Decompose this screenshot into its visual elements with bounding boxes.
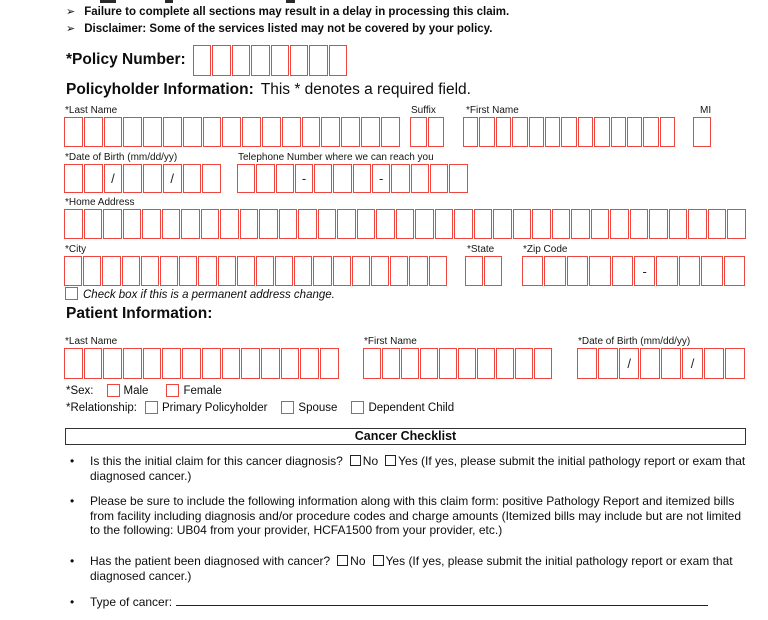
ph-mi-box[interactable] [693, 117, 712, 147]
ph-suffix-label: Suffix [411, 105, 436, 116]
printed-separator-cell: / [104, 164, 123, 193]
bullet-icon: • [70, 554, 75, 568]
char-input-cell[interactable] [143, 164, 162, 193]
printed-separator-cell: - [372, 164, 390, 193]
ph-state-boxes[interactable] [465, 256, 503, 286]
permanent-address-checkbox[interactable] [65, 287, 78, 300]
char-input-cell[interactable] [435, 209, 454, 239]
ph-last-name-label: *Last Name [65, 105, 118, 116]
char-input-cell[interactable] [64, 348, 83, 379]
char-input-cell[interactable] [282, 117, 301, 147]
char-input-cell[interactable] [708, 209, 727, 239]
char-input-cell[interactable] [428, 117, 445, 147]
question-suffix: (If yes, please submit the initial pathology report or exam that diagnosed cancer.) [90, 454, 746, 483]
char-input-cell[interactable] [465, 256, 483, 286]
sex-female-label: Female [183, 384, 222, 397]
char-input-cell[interactable] [279, 209, 298, 239]
char-input-cell[interactable] [727, 209, 746, 239]
char-input-cell[interactable] [142, 209, 161, 239]
sex-female-checkbox[interactable] [166, 384, 179, 397]
char-input-cell[interactable] [141, 256, 159, 286]
char-input-cell[interactable] [522, 256, 543, 286]
pt-first-name-label: *First Name [364, 336, 417, 347]
char-input-cell[interactable] [630, 209, 649, 239]
char-input-cell[interactable] [612, 256, 633, 286]
char-input-cell[interactable] [610, 209, 629, 239]
ph-state-label: *State [467, 244, 495, 255]
char-input-cell[interactable] [649, 209, 668, 239]
char-input-cell[interactable] [84, 164, 103, 193]
char-input-cell[interactable] [640, 348, 660, 379]
char-input-cell[interactable] [102, 256, 120, 286]
char-input-cell[interactable] [256, 256, 274, 286]
ph-dob-boxes[interactable] [64, 164, 222, 193]
ph-mi-label: MI [700, 105, 712, 116]
char-input-cell[interactable] [123, 164, 142, 193]
char-input-cell[interactable] [515, 348, 533, 379]
char-input-cell[interactable] [202, 164, 221, 193]
ph-phone-boxes[interactable] [237, 164, 469, 193]
char-input-cell[interactable] [704, 348, 724, 379]
char-input-cell[interactable] [122, 256, 140, 286]
type-of-cancer-label: Type of cancer: [90, 595, 173, 609]
char-input-cell[interactable] [679, 256, 700, 286]
pt-dob-label: *Date of Birth (mm/dd/yy) [578, 336, 691, 347]
char-input-cell[interactable] [463, 117, 478, 147]
char-input-cell[interactable] [390, 256, 408, 286]
relationship-label: *Relationship: [66, 401, 137, 414]
relationship-primary-label: Primary Policyholder [161, 401, 268, 414]
char-input-cell[interactable] [401, 348, 419, 379]
char-input-cell[interactable] [429, 256, 447, 286]
question-suffix: (If yes, please submit the initial pathology report or exam that diagnosed cancer.) [90, 554, 733, 583]
char-input-cell[interactable] [512, 117, 527, 147]
char-input-cell[interactable] [669, 209, 688, 239]
checklist-item-diagnosed [90, 554, 752, 583]
char-input-cell[interactable] [329, 45, 347, 76]
char-input-cell[interactable] [181, 209, 200, 239]
info-text: Please be sure to include the following information along with this claim form: positive Pathology Report and itemized bills from facility including diagnosis and/or procedure codes and charge amounts (Itemized bills may include but are not limited to the following: UB04 from your provider, HCFA1500 from your provider, etc.) [90, 494, 742, 538]
char-input-cell[interactable] [529, 117, 544, 147]
char-input-cell[interactable] [222, 348, 241, 379]
ph-last-name-boxes[interactable] [64, 117, 401, 147]
no-label: No [350, 554, 366, 568]
char-input-cell[interactable] [83, 256, 101, 286]
yes-label: Yes [398, 454, 418, 468]
char-input-cell[interactable] [320, 348, 339, 379]
char-input-cell[interactable] [198, 256, 216, 286]
cancer-checklist-header: Cancer Checklist [65, 428, 746, 445]
required-field-note: This * denotes a required field. [260, 81, 471, 98]
char-input-cell[interactable] [313, 256, 331, 286]
char-input-cell[interactable] [163, 117, 182, 147]
clipped-text-fragment [100, 0, 116, 3]
char-input-cell[interactable] [262, 117, 281, 147]
ph-phone-label: Telephone Number where we can reach you [238, 152, 434, 163]
char-input-cell[interactable] [513, 209, 532, 239]
char-input-cell[interactable] [275, 256, 293, 286]
char-input-cell[interactable] [64, 209, 83, 239]
char-input-cell[interactable] [449, 164, 467, 193]
char-input-cell[interactable] [222, 117, 241, 147]
char-input-cell[interactable] [333, 164, 351, 193]
sex-row [66, 384, 222, 397]
char-input-cell[interactable] [352, 256, 370, 286]
char-input-cell[interactable] [143, 117, 162, 147]
char-input-cell[interactable] [276, 164, 294, 193]
pt-dob-boxes[interactable] [577, 348, 746, 379]
char-input-cell[interactable] [661, 348, 681, 379]
char-input-cell[interactable] [160, 256, 178, 286]
pt-first-name-boxes[interactable] [363, 348, 553, 379]
char-input-cell[interactable] [237, 256, 255, 286]
char-input-cell[interactable] [271, 45, 289, 76]
char-input-cell[interactable] [64, 117, 83, 147]
ph-zip-label: *Zip Code [523, 244, 568, 255]
char-input-cell[interactable] [353, 164, 371, 193]
char-input-cell[interactable] [103, 348, 122, 379]
char-input-cell[interactable] [361, 117, 380, 147]
char-input-cell[interactable] [302, 117, 321, 147]
ph-home-address-label: *Home Address [65, 197, 135, 208]
ph-suffix-boxes[interactable] [410, 117, 445, 147]
char-input-cell[interactable] [212, 45, 230, 76]
checklist-item-type-of-cancer [90, 595, 752, 610]
arrow-bullet-icon: ➢ [66, 23, 76, 35]
char-input-cell[interactable] [123, 348, 142, 379]
char-input-cell[interactable] [201, 209, 220, 239]
char-input-cell[interactable] [84, 209, 103, 239]
char-input-cell[interactable] [396, 209, 415, 239]
char-input-cell[interactable] [532, 209, 551, 239]
char-input-cell[interactable] [474, 209, 493, 239]
note-text: Failure to complete all sections may result in a delay in processing this claim. [84, 5, 510, 18]
printed-separator-cell: / [163, 164, 182, 193]
char-input-cell[interactable] [439, 348, 457, 379]
char-input-cell[interactable] [611, 117, 626, 147]
char-input-cell[interactable] [552, 209, 571, 239]
checklist-item-initial-claim [90, 454, 752, 483]
char-input-cell[interactable] [103, 209, 122, 239]
char-input-cell[interactable] [591, 209, 610, 239]
checklist-item-include-info [90, 494, 752, 538]
ph-first-name-boxes[interactable] [463, 117, 676, 147]
char-input-cell[interactable] [458, 348, 476, 379]
note-failure-to-complete [66, 5, 509, 18]
ph-home-address-boxes[interactable] [64, 209, 747, 239]
ph-city-label: *City [65, 244, 87, 255]
bullet-icon: • [70, 595, 75, 609]
char-input-cell[interactable] [496, 117, 511, 147]
char-input-cell[interactable] [294, 256, 312, 286]
printed-separator-cell: - [295, 164, 313, 193]
char-input-cell[interactable] [409, 256, 427, 286]
char-input-cell[interactable] [143, 348, 162, 379]
char-input-cell[interactable] [193, 45, 211, 76]
printed-separator-cell: - [634, 256, 655, 286]
char-input-cell[interactable] [701, 256, 722, 286]
bullet-icon: • [70, 454, 75, 468]
permanent-address-note: Check box if this is a permanent address change. [83, 289, 335, 301]
char-input-cell[interactable] [183, 117, 202, 147]
type-of-cancer-fill-line[interactable] [176, 595, 708, 606]
char-input-cell[interactable] [430, 164, 448, 193]
char-input-cell[interactable] [415, 209, 434, 239]
char-input-cell[interactable] [318, 209, 337, 239]
ph-city-boxes[interactable] [64, 256, 448, 286]
char-input-cell[interactable] [381, 117, 400, 147]
char-input-cell[interactable] [256, 164, 274, 193]
char-input-cell[interactable] [627, 117, 642, 147]
char-input-cell[interactable] [420, 348, 438, 379]
ph-first-name-label: *First Name [466, 105, 519, 116]
bullet-icon: • [70, 494, 75, 508]
diagnosed-no-checkbox[interactable] [337, 555, 348, 566]
char-input-cell[interactable] [376, 209, 395, 239]
question-text: Has the patient been diagnosed with cancer? [90, 554, 331, 568]
relationship-spouse-label: Spouse [298, 401, 338, 414]
char-input-cell[interactable] [577, 348, 597, 379]
char-input-cell[interactable] [411, 164, 429, 193]
policy-number-boxes[interactable] [193, 45, 348, 76]
diagnosed-yes-checkbox[interactable] [373, 555, 384, 566]
char-input-cell[interactable] [242, 117, 261, 147]
char-input-cell[interactable] [660, 117, 675, 147]
char-input-cell[interactable] [259, 209, 278, 239]
printed-separator-cell: / [619, 348, 639, 379]
char-input-cell[interactable] [162, 348, 181, 379]
char-input-cell[interactable] [84, 117, 103, 147]
policyholder-heading [66, 81, 471, 99]
arrow-bullet-icon: ➢ [66, 6, 76, 18]
char-input-cell[interactable] [64, 256, 82, 286]
char-input-cell[interactable] [571, 209, 590, 239]
pt-last-name-label: *Last Name [65, 336, 118, 347]
relationship-dependent-checkbox[interactable] [351, 401, 364, 414]
char-input-cell[interactable] [410, 117, 427, 147]
char-input-cell[interactable] [477, 348, 495, 379]
char-input-cell[interactable] [64, 164, 83, 193]
printed-separator-cell: / [682, 348, 702, 379]
char-input-cell[interactable] [232, 45, 250, 76]
relationship-primary-checkbox[interactable] [145, 401, 158, 414]
char-input-cell[interactable] [724, 256, 745, 286]
char-input-cell[interactable] [693, 117, 711, 147]
char-input-cell[interactable] [454, 209, 473, 239]
policy-number-label: *Policy Number: [66, 51, 186, 68]
char-input-cell[interactable] [534, 348, 552, 379]
char-input-cell[interactable] [261, 348, 280, 379]
char-input-cell[interactable] [251, 45, 269, 76]
char-input-cell[interactable] [341, 117, 360, 147]
char-input-cell[interactable] [567, 256, 588, 286]
sex-label: *Sex: [66, 384, 94, 397]
char-input-cell[interactable] [688, 209, 707, 239]
char-input-cell[interactable] [84, 348, 103, 379]
char-input-cell[interactable] [479, 117, 494, 147]
question-text: Is this the initial claim for this cancer diagnosis? [90, 454, 343, 468]
char-input-cell[interactable] [382, 348, 400, 379]
char-input-cell[interactable] [484, 256, 502, 286]
char-input-cell[interactable] [202, 348, 221, 379]
char-input-cell[interactable] [220, 209, 239, 239]
char-input-cell[interactable] [314, 164, 332, 193]
relationship-row [66, 401, 454, 414]
char-input-cell[interactable] [321, 117, 340, 147]
char-input-cell[interactable] [281, 348, 300, 379]
char-input-cell[interactable] [391, 164, 409, 193]
char-input-cell[interactable] [725, 348, 745, 379]
char-input-cell[interactable] [104, 117, 123, 147]
char-input-cell[interactable] [561, 117, 576, 147]
char-input-cell[interactable] [123, 117, 142, 147]
char-input-cell[interactable] [371, 256, 389, 286]
char-input-cell[interactable] [309, 45, 327, 76]
char-input-cell[interactable] [183, 164, 202, 193]
char-input-cell[interactable] [182, 348, 201, 379]
char-input-cell[interactable] [241, 348, 260, 379]
pt-last-name-boxes[interactable] [64, 348, 340, 379]
char-input-cell[interactable] [493, 209, 512, 239]
char-input-cell[interactable] [496, 348, 514, 379]
initial-claim-no-checkbox[interactable] [350, 455, 361, 466]
clipped-text-fragment [165, 0, 173, 3]
char-input-cell[interactable] [298, 209, 317, 239]
char-input-cell[interactable] [578, 117, 593, 147]
relationship-dependent-label: Dependent Child [368, 401, 455, 414]
clipped-text-fragment [286, 0, 295, 3]
relationship-spouse-checkbox[interactable] [281, 401, 294, 414]
no-label: No [362, 454, 379, 468]
ph-zip-boxes[interactable] [522, 256, 746, 286]
char-input-cell[interactable] [544, 256, 565, 286]
char-input-cell[interactable] [218, 256, 236, 286]
char-input-cell[interactable] [594, 117, 609, 147]
ph-dob-label: *Date of Birth (mm/dd/yy) [65, 152, 178, 163]
char-input-cell[interactable] [237, 164, 255, 193]
char-input-cell[interactable] [545, 117, 560, 147]
char-input-cell[interactable] [337, 209, 356, 239]
yes-label: Yes [385, 554, 406, 568]
char-input-cell[interactable] [240, 209, 259, 239]
char-input-cell[interactable] [589, 256, 610, 286]
char-input-cell[interactable] [333, 256, 351, 286]
char-input-cell[interactable] [290, 45, 308, 76]
initial-claim-yes-checkbox[interactable] [385, 455, 396, 466]
char-input-cell[interactable] [162, 209, 181, 239]
char-input-cell[interactable] [179, 256, 197, 286]
patient-heading: Patient Information: [66, 305, 213, 322]
char-input-cell[interactable] [363, 348, 381, 379]
char-input-cell[interactable] [656, 256, 677, 286]
note-text: Disclaimer: Some of the services listed may not be covered by your policy. [84, 22, 493, 35]
char-input-cell[interactable] [203, 117, 222, 147]
sex-male-label: Male [123, 384, 149, 397]
char-input-cell[interactable] [300, 348, 319, 379]
policyholder-heading-text: Policyholder Information: [66, 81, 254, 98]
sex-male-checkbox[interactable] [107, 384, 120, 397]
char-input-cell[interactable] [598, 348, 618, 379]
char-input-cell[interactable] [123, 209, 142, 239]
char-input-cell[interactable] [357, 209, 376, 239]
note-disclaimer [66, 22, 492, 35]
char-input-cell[interactable] [643, 117, 658, 147]
